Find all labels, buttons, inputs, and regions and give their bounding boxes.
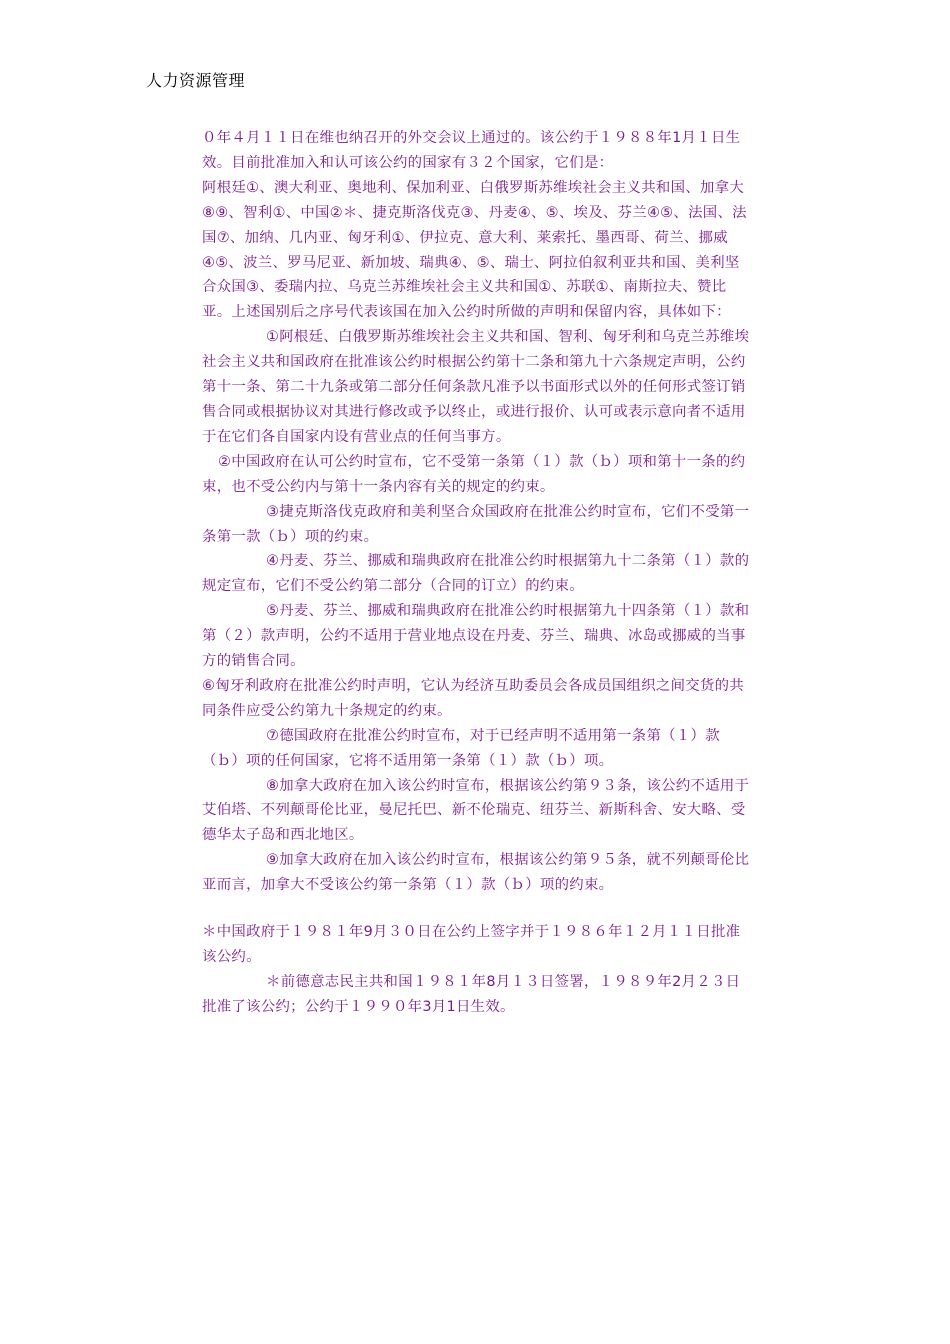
note-2: ②中国政府在认可公约时宣布，它不受第一条第（１）款（ｂ）项和第十一条的约束，也不受公约内与第十一条内容有关的规定的约束。 (202, 453, 746, 495)
footnote-gdr: ＊前德意志民主共和国１９８１年8月１３日签署，１９８９年2月２３日批准了该公约；公约于１９９０年3月1日生效。 (202, 973, 741, 1015)
note-7: ⑦德国政府在批准公约时宣布，对于已经声明不适用第一条第（１）款（ｂ）项的任何国家，它将不适用第一条第（１）款（ｂ）项。 (202, 727, 720, 769)
note-9: ⑨加拿大政府在加入该公约时宣布，根据该公约第９５条，就不列颠哥伦比亚而言，加拿大不受该公约第一条第（１）款（ｂ）项的约束。 (202, 852, 750, 894)
note-4: ④丹麦、芬兰、挪威和瑞典政府在批准公约时根据第九十二条第（１）款的规定宣布，它们不受公约第二部分（合同的订立）的约束。 (202, 553, 750, 595)
spacer (202, 898, 754, 920)
page-header-title: 人力资源管理 (146, 71, 246, 90)
document-body (202, 126, 754, 1020)
note-6: ⑥匈牙利政府在批准公约时声明，它认为经济互助委员会各成员国组织之间交货的共同条件应受公约第九十条规定的约束。 (202, 677, 745, 719)
note-8: ⑧加拿大政府在加入该公约时宣布，根据该公约第９３条，该公约不适用于艾伯塔、不列颠哥伦比亚，曼尼托巴、新不伦瑞克、纽芬兰、新斯科舍、安大略、受德华太子岛和西北地区。 (202, 777, 750, 844)
paragraph-intro: ０年４月１１日在维也纳召开的外交会议上通过的。该公约于１９８８年1月１日生效。目前批准加入和认可该公约的国家有３２个国家，它们是： (202, 130, 741, 171)
note-3: ③捷克斯洛伐克政府和美利坚合众国政府在批准公约时宣布，它们不受第一条第一款（ｂ）项的约束。 (202, 503, 750, 545)
footnote-china: ＊中国政府于１９８１年9月３０日在公约上签字并于１９８６年１２月１１日批准该公约。 (202, 924, 741, 965)
paragraph-country-list: 阿根廷①、澳大利亚、奥地利、保加利亚、白俄罗斯苏维埃社会主义共和国、加拿大⑧⑨、智利①、中国②＊、捷克斯洛伐克③、丹麦④、⑤、埃及、芬兰④⑤、法国、法国⑦、加纳、几内亚、匈牙利①、伊拉克、意大利、莱索托、墨西哥、荷兰、挪威④⑤、波兰、罗马尼亚、新加坡、瑞典④、⑤、瑞士、阿拉伯叙利亚共和国、美利坚合众国③、委瑞内拉、乌克兰苏维埃社会主义共和国①、苏联①、南斯拉夫、赞比亚。上述国别后之序号代表该国在加入公约时所做的声明和保留内容，具体如下： (202, 179, 747, 321)
note-5: ⑤丹麦、芬兰、挪威和瑞典政府在批准公约时根据第九十四条第（１）款和第（２）款声明，公约不适用于营业地点设在丹麦、芬兰、瑞典、冰岛或挪威的当事方的销售合同。 (202, 603, 750, 670)
note-1: ①阿根廷、白俄罗斯苏维埃社会主义共和国、智利、匈牙利和乌克兰苏维埃社会主义共和国政府在批准该公约时根据公约第十二条和第九十六条规定声明，公约第十一条、第二十九条或第二部分任何条款凡准予以书面形式以外的任何形式签订销售合同或根据协议对其进行修改或予以终止，或进行报价、认可或表示意向者不适用于在它们各自国家内设有营业点的任何当事方。 (202, 329, 750, 445)
